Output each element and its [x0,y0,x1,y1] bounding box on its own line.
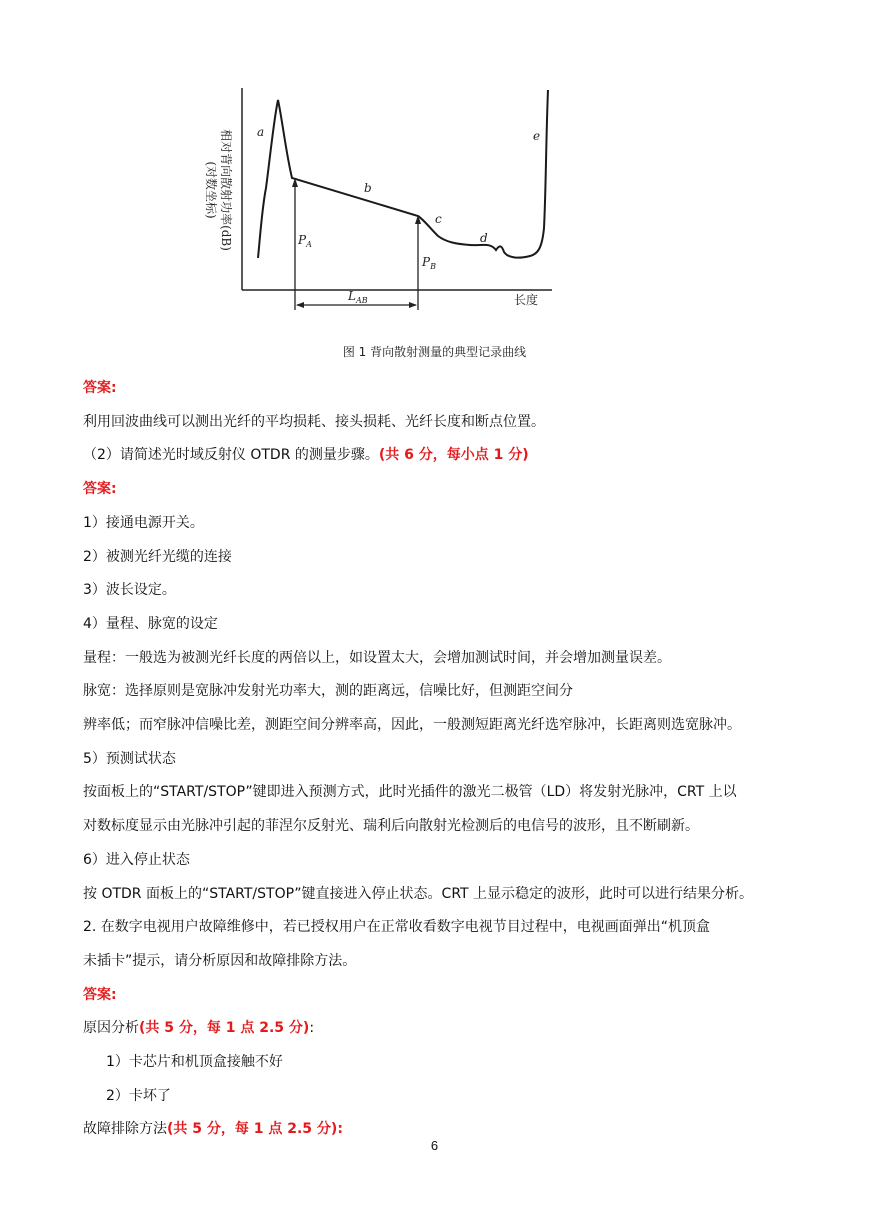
text-line [83,749,176,769]
figure-ylabel-sub: (对数坐标) [204,161,218,219]
line-text: 2. 在数字电视用户故障维修中，若已授权用户在正常收看数字电视节目过程中，电视画面弹出“机顶盒 [83,919,711,935]
text-line [83,412,545,432]
text-line [83,681,573,701]
text-line [83,1018,314,1038]
text-line [106,1086,171,1106]
point-a-label: $P_A$ [298,233,312,249]
text-line [106,1052,283,1072]
text-line [83,445,529,465]
line-text: 3）波长设定。 [83,582,176,598]
line-text: 量程：一般选为被测光纤长度的两倍以上，如设置太大，会增加测试时间，并会增加测量误差。 [83,650,671,666]
line-text: 4）量程、脉宽的设定 [83,616,218,632]
text-line [83,985,117,1005]
text-line [83,614,218,634]
point-b-label: $P_B$ [422,255,436,271]
text-line [83,648,671,668]
text-line [83,951,356,971]
text-line [83,850,190,870]
otdr-backscatter-figure [200,78,580,328]
curve-label-d: d [480,231,488,245]
line-text: 按 OTDR 面板上的“START/STOP”键直接进入停止状态。CRT 上显示稳定的波形，此时可以进行结果分析。 [83,886,754,902]
otdr-curve-diagram [200,78,580,328]
highlight-text: (共 6 分，每小点 1 分) [378,447,529,463]
text-line [83,884,753,904]
line-text: 1）卡芯片和机顶盒接触不好 [106,1054,283,1070]
text-line [83,378,117,398]
text-line [83,547,232,567]
highlight-text: 答案: [83,380,117,396]
highlight-text: (共 5 分，每 1 点 2.5 分): [167,1121,343,1137]
line-text: 原因分析 [83,1020,139,1036]
line-text: 对数标度显示由光脉冲引起的菲涅尔反射光、瑞利后向散射光检测后的电信号的波形，且不断刷新。 [83,818,699,834]
line-text: 辨率低；而窄脉冲信噪比差，测距空间分辨率高，因此，一般测短距离光纤选窄脉冲，长距离则选宽脉冲。 [83,717,741,733]
line-text: 按面板上的“START/STOP”键即进入预测方式，此时光插件的激光二极管（LD）将发射光脉冲，CRT 上以 [83,784,737,800]
line-text: 未插卡”提示，请分析原因和故障排除方法。 [83,953,357,969]
text-line [83,1119,343,1139]
text-line [83,782,737,802]
text-line [83,479,117,499]
highlight-text: (共 5 分，每 1 点 2.5 分) [139,1020,310,1036]
line-text: 利用回波曲线可以测出光纤的平均损耗、接头损耗、光纤长度和断点位置。 [83,414,545,430]
curve-label-b: b [364,181,372,195]
line-text: 2）被测光纤光缆的连接 [83,549,232,565]
text-line [83,513,204,533]
text-line [83,580,176,600]
line-text: 1）接通电源开关。 [83,515,204,531]
highlight-text: 答案: [83,481,117,497]
figure-caption: 图 1 背向散射测量的典型记录曲线 [342,345,527,359]
span-arrow-right [409,302,417,308]
figure-xlabel: 长度 [514,293,539,307]
text-line [83,715,741,735]
curve-label-a: a [257,125,265,139]
text-line [83,917,710,937]
text-line [83,816,699,836]
page-number: 6 [430,1138,439,1153]
line-text: 5）预测试状态 [83,751,176,767]
line-text: 6）进入停止状态 [83,852,190,868]
line-text: 2）卡坏了 [106,1088,171,1104]
figure-ylabel: 相对背向散射功率(dB) [219,129,233,251]
span-label: $L_{AB}$ [348,289,368,305]
curve-label-c: c [435,212,442,226]
line-text: （2）请简述光时域反射仪 OTDR 的测量步骤。 [83,447,379,463]
curve-label-e: e [533,129,541,143]
span-arrow-left [296,302,304,308]
line-text: 故障排除方法 [83,1121,167,1137]
highlight-text: 答案: [83,987,117,1003]
line-text: 脉宽：选择原则是宽脉冲发射光功率大，测的距离远，信噪比好，但测距空间分 [83,683,573,699]
line-text: : [309,1020,315,1036]
